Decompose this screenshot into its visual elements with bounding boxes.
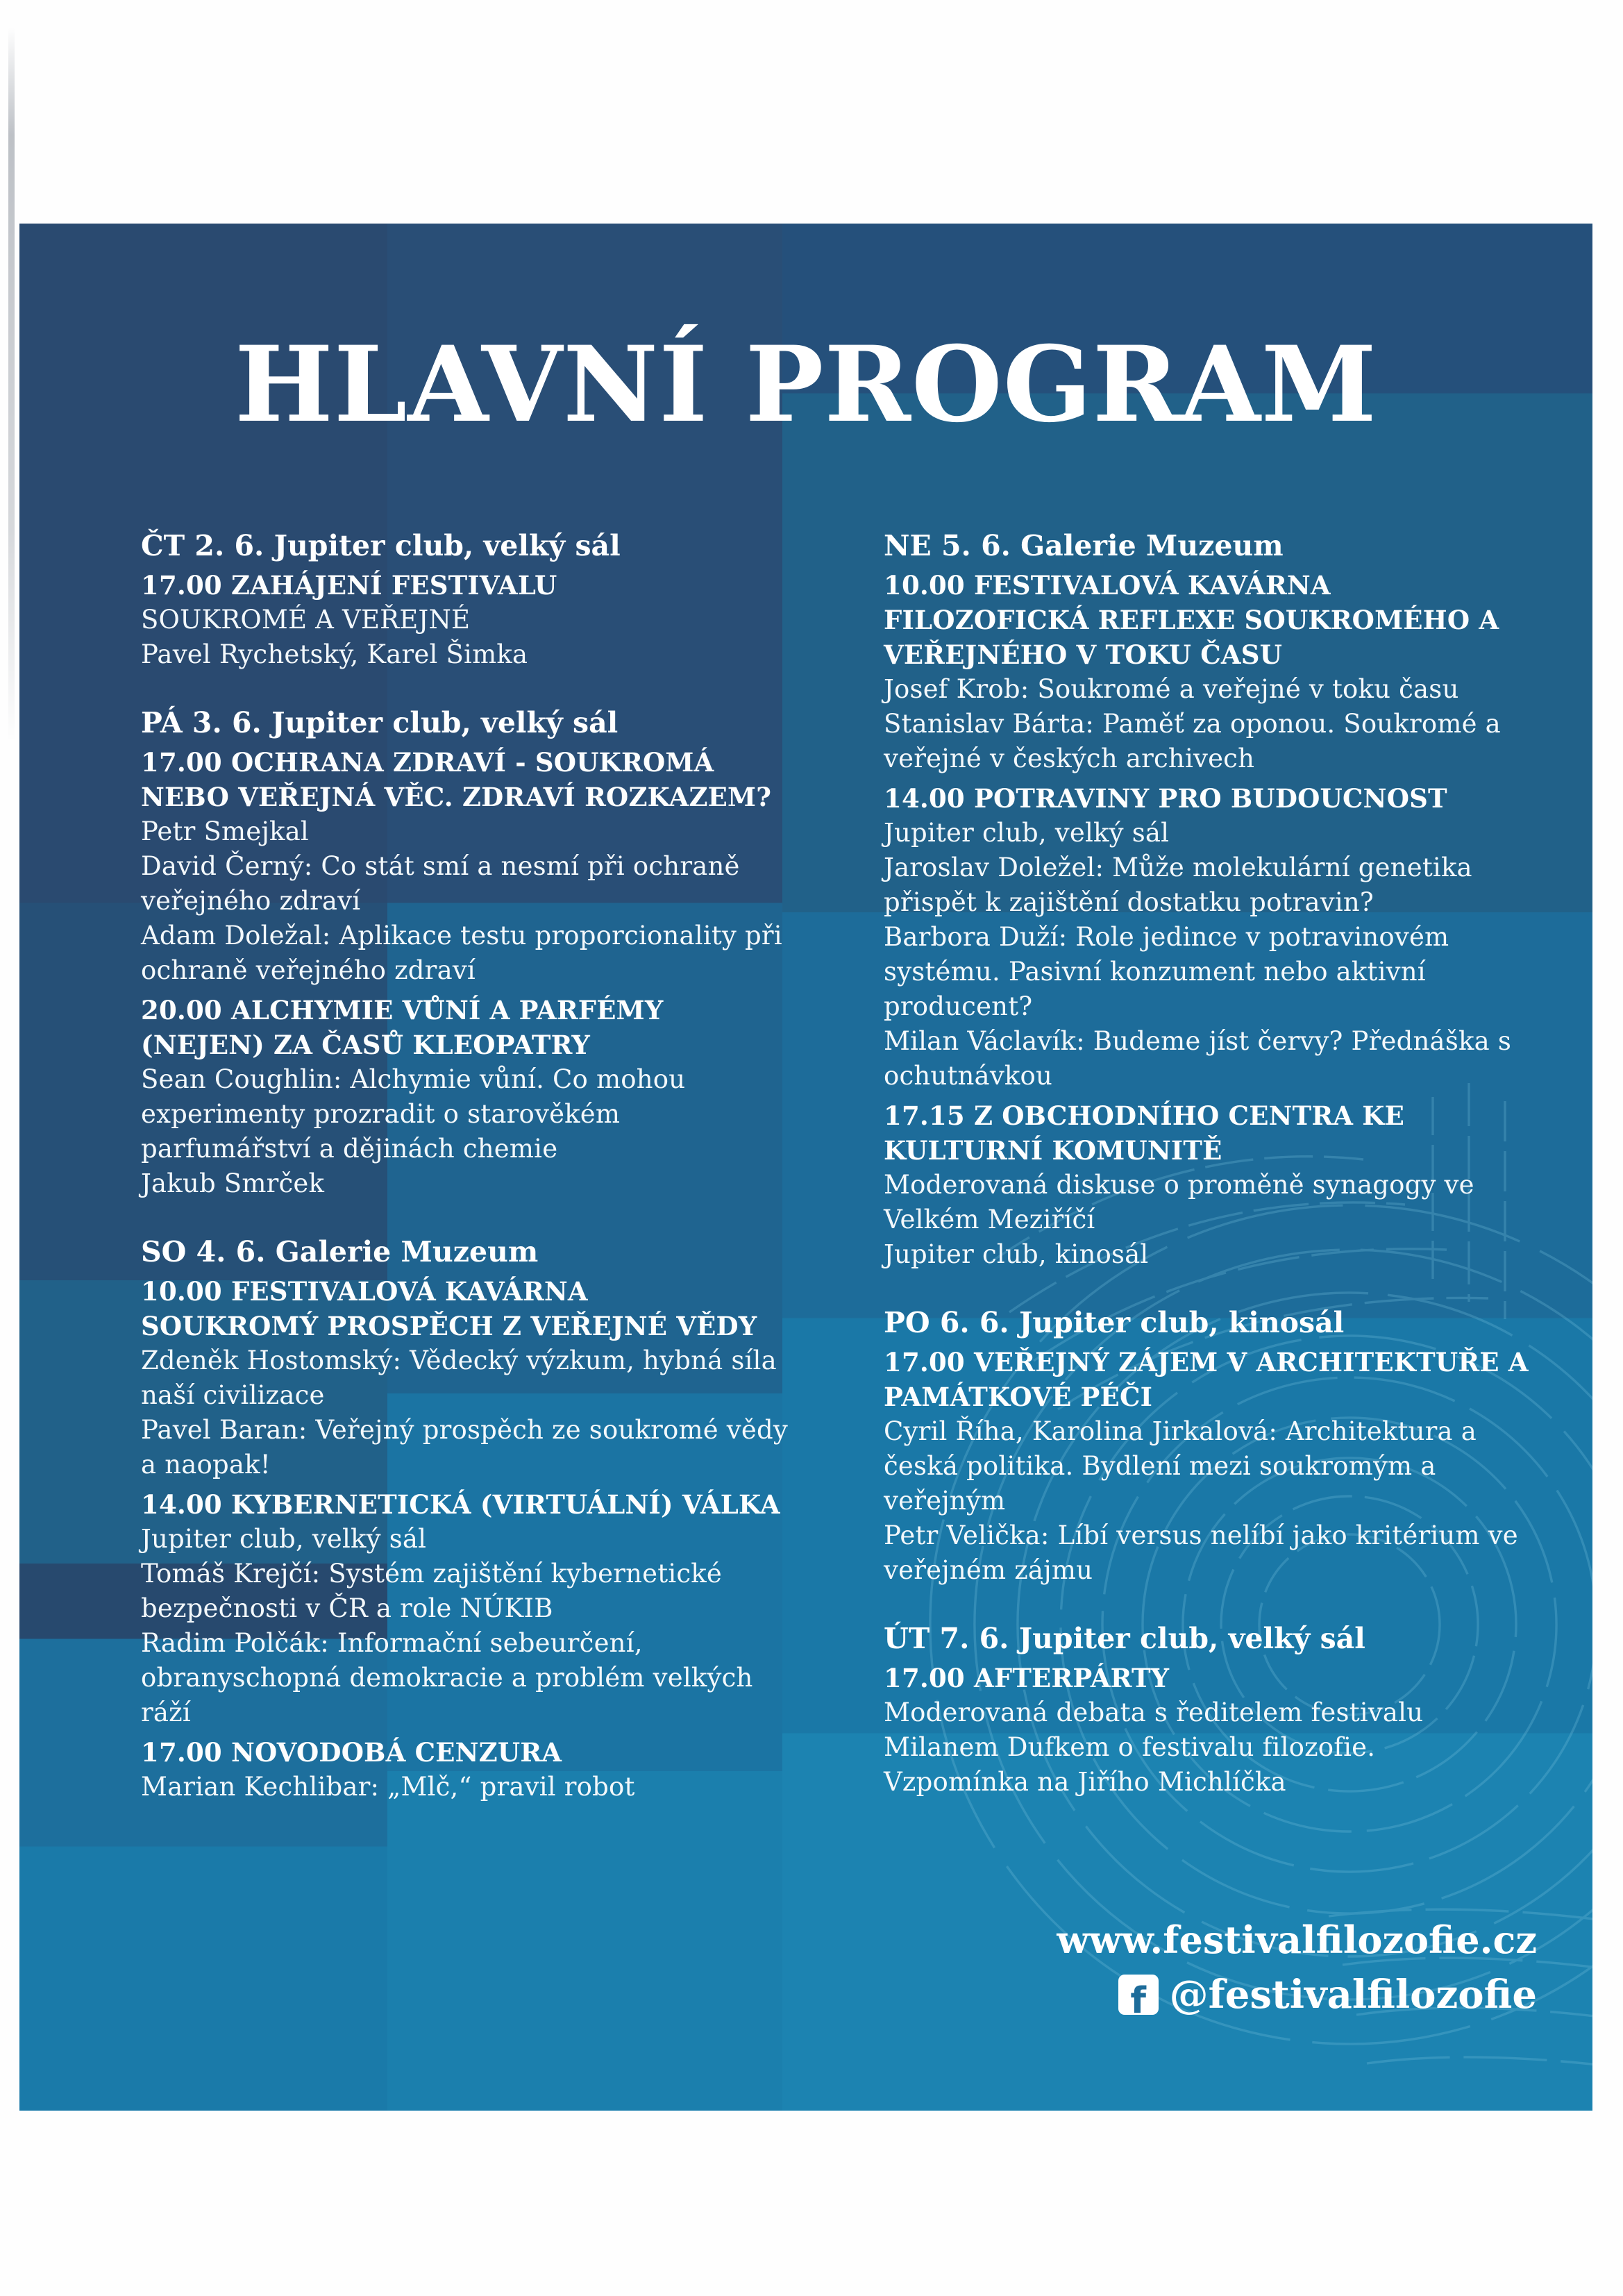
day-header: PO 6. 6. Jupiter club, kinosál [884,1305,1345,1339]
program-text-line: Moderovaná debata s ředitelem festivalu Milanem Dufkem o festivalu filozofie. [884,1697,1424,1762]
program-text-line: Jupiter club, velký sál [884,817,1170,848]
event-time-title: 17.00 OCHRANA ZDRAVÍ - SOUKROMÁ NEBO VEŘEJNÁ VĚC. ZDRAVÍ ROZKAZEM? [141,746,772,812]
scan-artifact-streak [8,28,15,743]
day-header: ÚT 7. 6. Jupiter club, velký sál [884,1621,1365,1655]
program-text-line: Pavel Rychetský, Karel Šimka [141,639,528,669]
program-text-line: Sean Coughlin: Alchymie vůní. Co mohou experimenty prozradit o starověkém parfumářství a dějinách chemie [141,1064,686,1164]
program-day-block [884,1621,1536,1800]
facebook-icon-glyph: f [1130,1980,1146,2015]
social-handle: @festivalfilozofie [1169,1972,1537,2018]
facebook-icon [1118,1975,1159,2015]
event-time-title: 17.00 VEŘEJNÝ ZÁJEM V ARCHITEKTUŘE A PAMÁTKOVÉ PÉČI [884,1346,1529,1412]
event-time-title: 17.15 Z OBCHODNÍHO CENTRA KE KULTURNÍ KOMUNITĚ [884,1100,1405,1166]
program-text-line: Stanislav Bárta: Paměť za oponou. Soukromé a veřejné v českých archivech [884,708,1501,773]
day-header: SO 4. 6. Galerie Muzeum [141,1234,539,1268]
program-text-line: Cyril Říha, Karolina Jirkalová: Architektura a česká politika. Bydlení mezi soukromým a veřejným [884,1416,1477,1516]
event-title: SOUKROMÝ PROSPĚCH Z VEŘEJNÉ VĚDY [141,1310,757,1341]
program-text-line: Zdeněk Hostomský: Vědecký výzkum, hybná síla naší civilizace [141,1345,777,1410]
program-text-line: Vzpomínka na Jiřího Michlíčka [884,1766,1286,1797]
event-time-title: 20.00 ALCHYMIE VŮNÍ A PARFÉMY (NEJEN) ZA ČASŮ KLEOPATRY [141,994,664,1060]
program-text-line: Pavel Baran: Veřejný prospěch ze soukromé vědy a naopak! [141,1414,788,1480]
program-day-block [141,528,790,672]
day-header: PÁ 3. 6. Jupiter club, velký sál [141,705,619,739]
program-text-line: Milan Václavík: Budeme jíst červy? Přednáška s ochutnávkou [884,1025,1512,1091]
social-handle-row [1057,1972,1537,2018]
program-text-line: Barbora Duží: Role jedince v potravinovém systému. Pasivní konzument nebo aktivní producent? [884,921,1449,1021]
program-text-line: Petr Smejkal [141,816,309,846]
event-time-title: 17.00 ZAHÁJENÍ FESTIVALU [141,569,557,601]
event-time-title: 14.00 KYBERNETICKÁ (VIRTUÁLNÍ) VÁLKA [141,1489,780,1520]
program-day-block [884,1305,1536,1588]
program-day-block [141,1234,790,1804]
program-columns [19,528,1592,1804]
website-url: www.festivalfilozofie.cz [1057,1918,1537,1962]
program-text-line: Jupiter club, velký sál [141,1523,427,1554]
poster-footer [1057,1918,1537,2018]
program-column-right [884,528,1536,1804]
event-time-title: 10.00 FESTIVALOVÁ KAVÁRNA [884,569,1331,601]
program-text-line: David Černý: Co stát smí a nesmí při ochraně veřejného zdraví [141,850,740,916]
program-text-line: Petr Velička: Líbí versus nelíbí jako kritérium ve veřejném zájmu [884,1520,1518,1585]
program-text-line: Jakub Smrček [141,1168,325,1198]
program-day-block [141,705,790,1201]
program-text-line: Adam Doležal: Aplikace testu proporcionality při ochraně veřejného zdraví [141,920,782,985]
event-time-title: 10.00 FESTIVALOVÁ KAVÁRNA [141,1275,588,1307]
program-text-line: Marian Kechlibar: „Mlč,“ pravil robot [141,1771,635,1802]
event-time-title: 14.00 POTRAVINY PRO BUDOUCNOST [884,782,1447,814]
program-text-line: Josef Krob: Soukromé a veřejné v toku času [884,673,1459,704]
program-text-line: Radim Polčák: Informační sebeurčení, obranyschopná demokracie a problém velkých ráží [141,1627,753,1727]
program-text-line: Moderovaná diskuse o proměně synagogy ve Velkém Meziříčí [884,1169,1474,1234]
program-text-line: Jaroslav Doležel: Může molekulární genetika přispět k zajištění dostatku potravin? [884,852,1472,917]
event-time-title: 17.00 NOVODOBÁ CENZURA [141,1736,562,1768]
day-header: ČT 2. 6. Jupiter club, velký sál [141,528,621,562]
page-title: HLAVNÍ PROGRAM [235,324,1377,446]
event-subtitle: SOUKROMÉ A VEŘEJNÉ [141,604,471,635]
program-text-line: Jupiter club, kinosál [884,1239,1149,1269]
event-title: FILOZOFICKÁ REFLEXE SOUKROMÉHO A VEŘEJNÉHO V TOKU ČASU [884,604,1499,670]
program-day-block [884,528,1536,1272]
program-column-left [141,528,790,1804]
event-time-title: 17.00 AFTERPÁRTY [884,1662,1170,1693]
day-header: NE 5. 6. Galerie Muzeum [884,528,1284,562]
program-poster-panel [19,224,1592,2111]
program-text-line: Tomáš Krejčí: Systém zajištění kybernetické bezpečnosti v ČR a role NÚKIB [141,1558,722,1623]
